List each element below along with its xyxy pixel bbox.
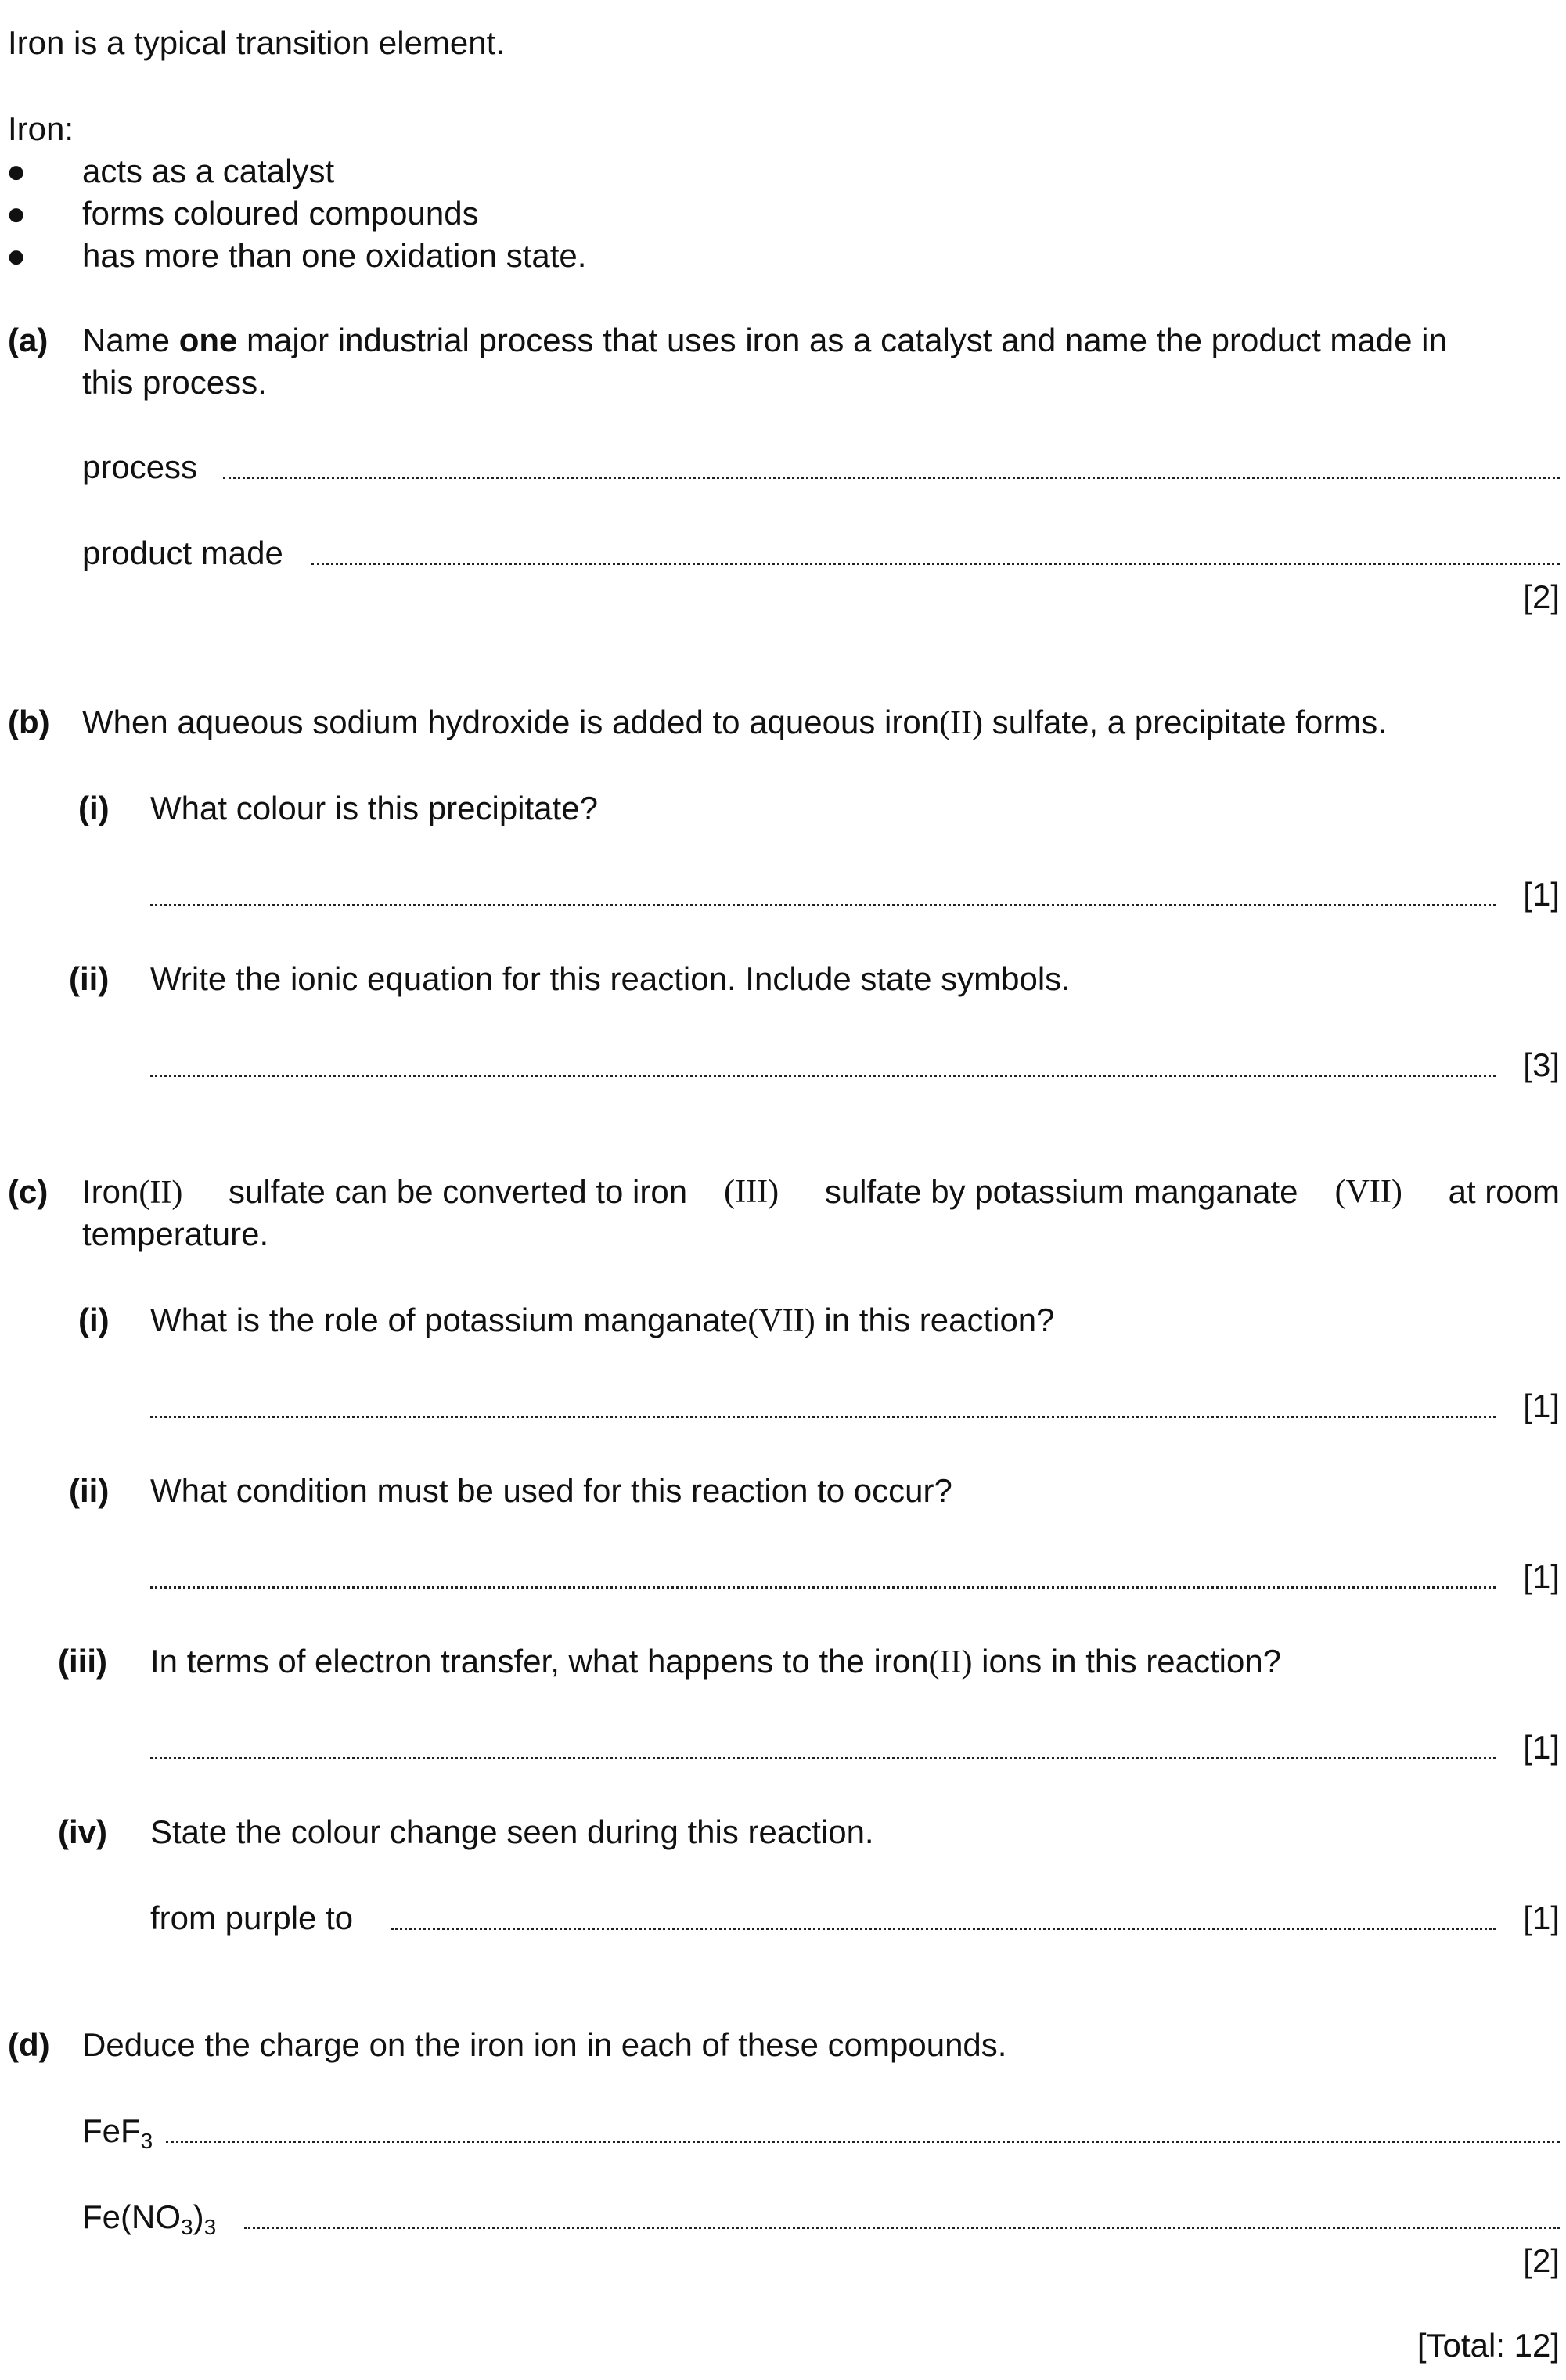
subscript: 3	[181, 2215, 193, 2239]
question-a-text	[82, 319, 1447, 362]
question-c-text-line2: temperature.	[82, 1215, 269, 1252]
question-b-i-marks: [1]	[1523, 876, 1560, 913]
process-label: process	[82, 448, 198, 485]
bullet-icon: ●	[6, 153, 27, 189]
question-c-iii-answer-line[interactable]	[150, 1726, 1496, 1769]
bullet-icon: ●	[6, 195, 27, 232]
oxidation-state: (II)	[939, 705, 984, 741]
question-d-text: Deduce the charge on the iron ion in each of these compounds.	[82, 2026, 1007, 2063]
question-a-label: (a)	[8, 322, 49, 358]
question-c-ii-marks: [1]	[1523, 1558, 1560, 1595]
question-c-ii-text: What condition must be used for this reaction to occur?	[150, 1472, 952, 1509]
text: in this reaction?	[815, 1302, 1055, 1338]
process-answer-line[interactable]	[223, 446, 1560, 488]
oxidation-state: (VII)	[747, 1303, 815, 1339]
intro-sentence: Iron is a typical transition element.	[8, 24, 505, 61]
subscript: 3	[203, 2215, 217, 2239]
text: sulfate by potassium manganate	[815, 1173, 1298, 1210]
question-c-i-label: (i)	[78, 1302, 110, 1338]
question-b-ii-text: Write the ionic equation for this reaction. Include state symbols.	[150, 960, 1071, 997]
question-c-iv-answer-line[interactable]	[391, 1897, 1496, 1939]
oxidation-state: (II)	[139, 1175, 183, 1211]
text: Iron	[82, 1173, 139, 1210]
question-a-marks: [2]	[1523, 578, 1560, 615]
formula-base: Fe(NO	[82, 2198, 181, 2235]
question-b-label: (b)	[8, 704, 50, 740]
question-c-text	[82, 1171, 1560, 1214]
list-item: acts as a catalyst	[82, 153, 335, 189]
compound-fe-no3-3	[82, 2196, 216, 2238]
formula-base: FeF	[82, 2112, 141, 2149]
compound2-answer-line[interactable]	[244, 2196, 1560, 2238]
question-c-i-text	[150, 1299, 1055, 1342]
oxidation-state: (II)	[928, 1644, 973, 1680]
question-b-ii-answer-line[interactable]	[150, 1044, 1496, 1086]
bullet-icon: ●	[6, 237, 27, 274]
question-a-text-pre: Name	[82, 322, 179, 358]
question-c-ii-label: (ii)	[69, 1472, 110, 1509]
text: In terms of electron transfer, what happens to the iron	[150, 1643, 929, 1680]
question-c-label: (c)	[8, 1173, 49, 1210]
question-b-ii-label: (ii)	[69, 960, 110, 997]
question-c-i-answer-line[interactable]	[150, 1385, 1496, 1428]
compound1-answer-line[interactable]	[166, 2110, 1560, 2152]
question-c-iv-marks: [1]	[1523, 1899, 1560, 1936]
formula-part: )	[193, 2198, 204, 2235]
question-c-i-marks: [1]	[1523, 1388, 1560, 1424]
question-b-i-answer-line[interactable]	[150, 873, 1496, 916]
text: at room	[1438, 1173, 1560, 1210]
question-a-text-line2: this process.	[82, 364, 267, 401]
question-c-iv-text: State the colour change seen during this reaction.	[150, 1813, 874, 1850]
text: sulfate can be converted to iron	[219, 1173, 688, 1210]
question-b-text-post: sulfate, a precipitate forms.	[983, 704, 1387, 740]
compound-feF3	[82, 2110, 153, 2152]
product-label: product made	[82, 535, 283, 571]
total-marks: [Total: 12]	[1417, 2327, 1560, 2364]
question-c-iii-marks: [1]	[1523, 1729, 1560, 1766]
subscript: 3	[140, 2129, 153, 2153]
question-c-iii-label: (iii)	[58, 1643, 107, 1680]
question-a-text-bold: one	[178, 322, 238, 358]
colour-change-prefix: from purple to	[150, 1899, 354, 1936]
question-d-marks: [2]	[1523, 2242, 1560, 2279]
oxidation-state: (III)	[724, 1174, 779, 1210]
question-b-ii-marks: [3]	[1523, 1046, 1560, 1083]
question-a-text-post: major industrial process that uses iron as a catalyst and name the product made in	[237, 322, 1447, 358]
question-c-iv-label: (iv)	[58, 1813, 107, 1850]
list-item: has more than one oxidation state.	[82, 237, 587, 274]
list-item: forms coloured compounds	[82, 195, 479, 232]
text: ions in this reaction?	[972, 1643, 1282, 1680]
product-answer-line[interactable]	[311, 532, 1560, 574]
question-b-text	[82, 701, 1387, 744]
question-c-ii-answer-line[interactable]	[150, 1556, 1496, 1598]
text: What is the role of potassium manganate	[150, 1302, 748, 1338]
question-b-i-label: (i)	[78, 790, 110, 826]
question-d-label: (d)	[8, 2026, 50, 2063]
question-b-i-text: What colour is this precipitate?	[150, 790, 598, 826]
question-c-iii-text	[150, 1640, 1281, 1683]
oxidation-state: (VII)	[1334, 1174, 1402, 1210]
question-b-text-pre: When aqueous sodium hydroxide is added to aqueous iron	[82, 704, 940, 740]
iron-label: Iron:	[8, 110, 74, 147]
